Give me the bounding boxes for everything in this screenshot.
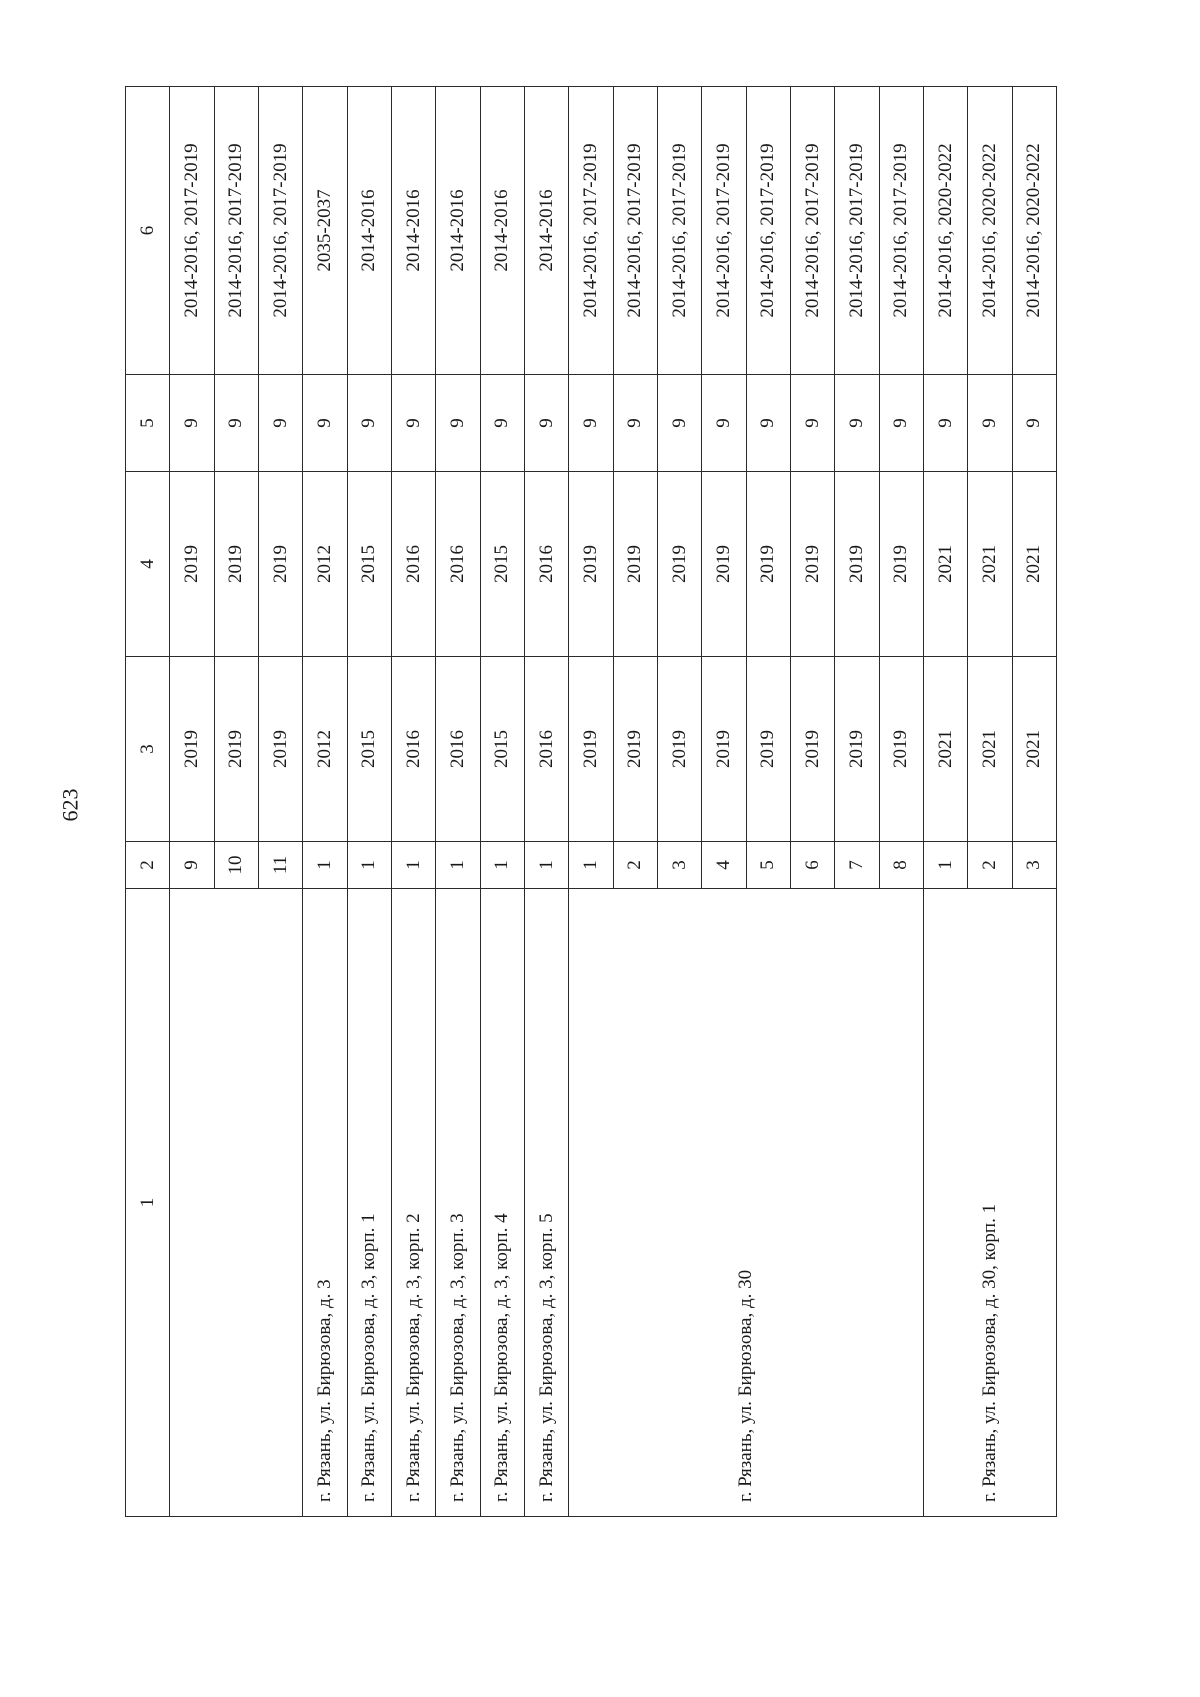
header-cell: 2: [126, 842, 170, 889]
cell-c4: 2012: [303, 472, 347, 657]
cell-c5: 9: [968, 375, 1012, 472]
cell-c6: 2014-2016, 2020-2022: [968, 87, 1012, 375]
cell-c5: 9: [923, 375, 967, 472]
cell-c4: 2019: [879, 472, 923, 657]
cell-c6: 2014-2016, 2017-2019: [214, 87, 258, 375]
cell-c4: 2015: [347, 472, 391, 657]
cell-c6: 2014-2016: [347, 87, 391, 375]
cell-c6: 2014-2016: [436, 87, 480, 375]
cell-c2: 5: [746, 842, 790, 889]
table-row: [923, 87, 967, 1517]
cell-c6: 2014-2016: [524, 87, 568, 375]
address-cell: г. Рязань, ул. Бирюзова, д. 30, корп. 1: [923, 889, 1056, 1517]
cell-c2: 8: [879, 842, 923, 889]
cell-c3: 2016: [436, 657, 480, 842]
header-row: [126, 87, 170, 1517]
cell-c3: 2021: [923, 657, 967, 842]
cell-c4: 2019: [702, 472, 746, 657]
cell-c4: 2021: [968, 472, 1012, 657]
cell-c5: 9: [347, 375, 391, 472]
cell-c4: 2019: [746, 472, 790, 657]
address-cell: г. Рязань, ул. Бирюзова, д. 30: [569, 889, 924, 1517]
cell-c2: 1: [480, 842, 524, 889]
cell-c2: 1: [303, 842, 347, 889]
cell-c5: 9: [391, 375, 435, 472]
cell-c4: 2015: [480, 472, 524, 657]
cell-c5: 9: [569, 375, 613, 472]
cell-c4: 2021: [923, 472, 967, 657]
cell-c2: 3: [1012, 842, 1056, 889]
address-cell: г. Рязань, ул. Бирюзова, д. 3: [303, 889, 347, 1517]
cell-c2: 11: [258, 842, 302, 889]
cell-c6: 2014-2016, 2017-2019: [657, 87, 701, 375]
cell-c6: 2014-2016, 2017-2019: [790, 87, 834, 375]
cell-c5: 9: [258, 375, 302, 472]
cell-c3: 2019: [835, 657, 879, 842]
data-table: [125, 86, 1057, 1517]
table-row: [170, 87, 214, 1517]
cell-c3: 2019: [214, 657, 258, 842]
cell-c4: 2019: [790, 472, 834, 657]
cell-c3: 2019: [657, 657, 701, 842]
cell-c2: 1: [436, 842, 480, 889]
cell-c3: 2019: [746, 657, 790, 842]
cell-c2: 2: [613, 842, 657, 889]
table-row: [347, 87, 391, 1517]
cell-c3: 2012: [303, 657, 347, 842]
address-cell: г. Рязань, ул. Бирюзова, д. 3, корп. 3: [436, 889, 480, 1517]
cell-c4: 2019: [835, 472, 879, 657]
cell-c5: 9: [746, 375, 790, 472]
cell-c6: 2014-2016, 2020-2022: [1012, 87, 1056, 375]
cell-c5: 9: [613, 375, 657, 472]
cell-c5: 9: [879, 375, 923, 472]
table-row: [569, 87, 613, 1517]
table-row: [391, 87, 435, 1517]
address-cell: г. Рязань, ул. Бирюзова, д. 3, корп. 1: [347, 889, 391, 1517]
cell-c4: 2019: [258, 472, 302, 657]
cell-c6: 2014-2016, 2017-2019: [835, 87, 879, 375]
cell-c3: 2019: [613, 657, 657, 842]
cell-c2: 3: [657, 842, 701, 889]
cell-c3: 2015: [480, 657, 524, 842]
cell-c3: 2019: [569, 657, 613, 842]
cell-c2: 7: [835, 842, 879, 889]
cell-c3: 2019: [790, 657, 834, 842]
cell-c2: 1: [524, 842, 568, 889]
cell-c6: 2014-2016, 2017-2019: [746, 87, 790, 375]
table-row: [436, 87, 480, 1517]
address-cell: г. Рязань, ул. Бирюзова, д. 3, корп. 4: [480, 889, 524, 1517]
cell-c6: 2014-2016, 2017-2019: [569, 87, 613, 375]
address-cell: г. Рязань, ул. Бирюзова, д. 3, корп. 5: [524, 889, 568, 1517]
cell-c4: 2016: [524, 472, 568, 657]
cell-c6: 2014-2016, 2017-2019: [613, 87, 657, 375]
cell-c5: 9: [170, 375, 214, 472]
cell-c6: 2014-2016: [480, 87, 524, 375]
cell-c5: 9: [303, 375, 347, 472]
cell-c6: 2014-2016, 2020-2022: [923, 87, 967, 375]
cell-c6: 2014-2016, 2017-2019: [170, 87, 214, 375]
header-cell: 1: [126, 889, 170, 1517]
cell-c6: 2014-2016, 2017-2019: [702, 87, 746, 375]
cell-c2: 6: [790, 842, 834, 889]
cell-c2: 4: [702, 842, 746, 889]
cell-c3: 2019: [702, 657, 746, 842]
cell-c5: 9: [436, 375, 480, 472]
cell-c3: 2015: [347, 657, 391, 842]
address-cell: г. Рязань, ул. Бирюзова, д. 3, корп. 2: [391, 889, 435, 1517]
cell-c4: 2019: [657, 472, 701, 657]
address-cell: [170, 889, 303, 1517]
table-row: [303, 87, 347, 1517]
cell-c3: 2016: [524, 657, 568, 842]
cell-c3: 2016: [391, 657, 435, 842]
header-cell: 6: [126, 87, 170, 375]
cell-c5: 9: [835, 375, 879, 472]
table-row: [480, 87, 524, 1517]
cell-c3: 2019: [258, 657, 302, 842]
cell-c4: 2019: [214, 472, 258, 657]
cell-c6: 2035-2037: [303, 87, 347, 375]
cell-c5: 9: [1012, 375, 1056, 472]
cell-c6: 2014-2016, 2017-2019: [258, 87, 302, 375]
cell-c2: 2: [968, 842, 1012, 889]
page-number: 623: [57, 788, 82, 822]
cell-c5: 9: [480, 375, 524, 472]
cell-c2: 1: [347, 842, 391, 889]
cell-c2: 1: [569, 842, 613, 889]
rotated-table-container: [125, 87, 1057, 1517]
cell-c5: 9: [214, 375, 258, 472]
table-row: [524, 87, 568, 1517]
cell-c5: 9: [524, 375, 568, 472]
header-cell: 5: [126, 375, 170, 472]
cell-c5: 9: [702, 375, 746, 472]
cell-c4: 2019: [569, 472, 613, 657]
cell-c2: 1: [391, 842, 435, 889]
cell-c6: 2014-2016: [391, 87, 435, 375]
cell-c5: 9: [657, 375, 701, 472]
cell-c2: 9: [170, 842, 214, 889]
cell-c3: 2021: [968, 657, 1012, 842]
cell-c5: 9: [790, 375, 834, 472]
cell-c2: 1: [923, 842, 967, 889]
cell-c2: 10: [214, 842, 258, 889]
cell-c4: 2016: [436, 472, 480, 657]
cell-c4: 2019: [170, 472, 214, 657]
cell-c6: 2014-2016, 2017-2019: [879, 87, 923, 375]
cell-c3: 2019: [879, 657, 923, 842]
cell-c3: 2021: [1012, 657, 1056, 842]
cell-c3: 2019: [170, 657, 214, 842]
cell-c4: 2016: [391, 472, 435, 657]
cell-c4: 2021: [1012, 472, 1056, 657]
cell-c4: 2019: [613, 472, 657, 657]
header-cell: 4: [126, 472, 170, 657]
header-cell: 3: [126, 657, 170, 842]
